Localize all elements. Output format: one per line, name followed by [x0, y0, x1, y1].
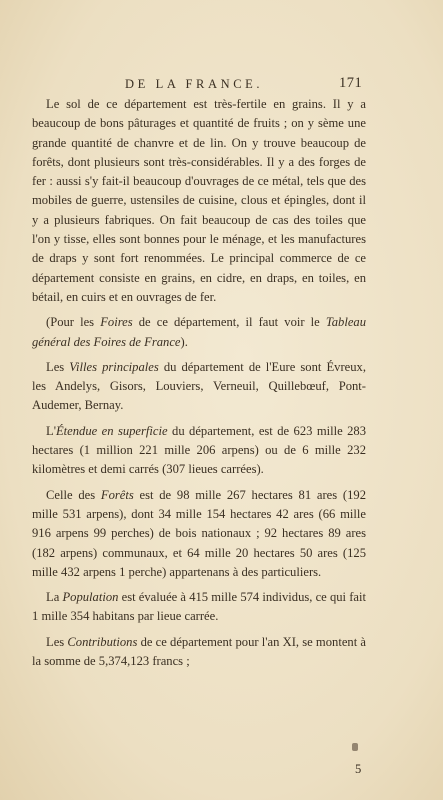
- running-title: DE LA FRANCE.: [125, 77, 264, 91]
- paragraph-area: L'Étendue en superficie du département, est de 623 mille 283 hectares (1 million 221 mille 206 arpens) ou de 6 mille 232 kilomètres et demi carrés (307 lieues carrées).: [32, 423, 367, 477]
- fairs-term: Foires: [100, 315, 133, 330]
- page-number: 171: [339, 75, 363, 91]
- population-term: Population: [62, 590, 119, 605]
- catchword: 5: [355, 762, 362, 776]
- page-header: [0, 77, 443, 97]
- paragraph-towns: Les Villes principales du département de l'Eure sont Évreux, les Andelys, Gisors, Louviers, Verneuil, Quillebœuf, Pont-Audemer, Bernay.: [32, 359, 366, 413]
- paragraph-soil: Le sol de ce département est très-fertile en grains. Il y a beaucoup de bons pâturages et quantité de fruits ; on y sème une grande quantité de chanvre et de lin. On y trouve beaucoup de forêts, dont plusieurs sont très-considérables. Il y a des forges de fer : aussi s'y fait-il beaucoup d'ouvrages de ce métal, tels que des mobiles de guerre, ustensiles de cuisine, clous et épingles, dont il y a plusieurs fabriques. On fait beaucoup de cas des toiles que l'on y tisse, elles sont bonnes pour le ménage, et les manufactures de draps y sont fort renommées. Le principal commerce de ce département consiste en grains, en cidre, en draps, en toiles, en bétail, en cuirs et en ouvrages de fer.: [32, 97, 366, 304]
- body-text: [32, 95, 366, 671]
- paragraph-forests: Celle des Forêts est de 98 mille 267 hectares 81 ares (192 mille 531 arpens), dont 34 mille 154 hectares 42 ares (66 mille 916 arpens 99 perches) de bois nationaux ; 92 hectares 89 ares (182 arpens) communaux, et 64 mille 20 hectares 50 ares (125 mille 432 arpens 1 perche) appartenans à des particuliers.: [32, 487, 366, 579]
- paragraph-fairs: (Pour les Foires de ce département, il faut voir le Tableau général des Foires de France).: [32, 315, 367, 349]
- contributions-term: Contributions: [67, 634, 138, 649]
- area-term: Étendue en superficie: [55, 423, 168, 438]
- fairs-table-title: Tableau général des Foires de France: [32, 315, 367, 349]
- forests-term: Forêts: [100, 487, 134, 502]
- paragraph-contributions: Les Contributions de ce département pour l'an XI, se montent à la somme de 5,374,123 francs ;: [32, 634, 366, 669]
- towns-term: Villes principales: [69, 359, 159, 374]
- paragraph-population: La Population est évaluée à 415 mille 574 individus, ce qui fait 1 mille 354 habitans par lieue carrée.: [32, 590, 367, 624]
- ink-smudge: [352, 743, 358, 751]
